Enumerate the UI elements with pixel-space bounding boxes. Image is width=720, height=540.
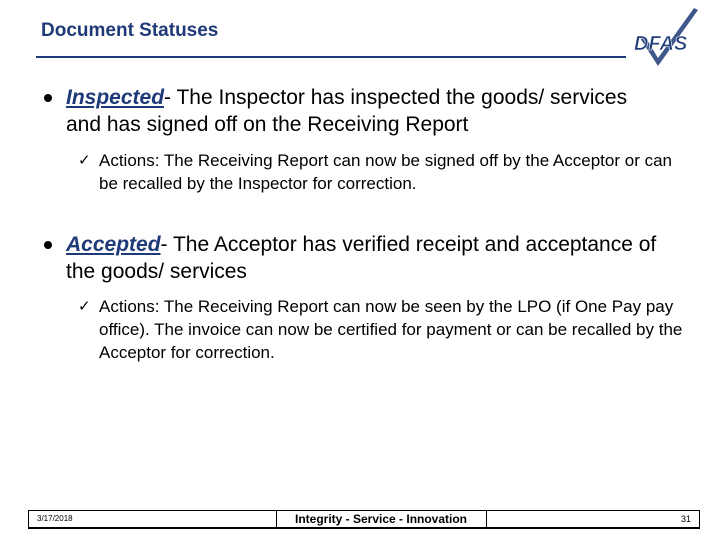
header-divider — [36, 56, 626, 58]
bullet-accepted — [44, 231, 664, 285]
sub-bullet-text: Actions: The Receiving Report can now be seen by the LPO (if One Pay pay office). The invoice can now be certified for payment or can be recalled by the Acceptor for correction. — [99, 297, 683, 362]
page-number: 31 — [680, 514, 691, 524]
status-term: Inspected — [66, 86, 165, 109]
bullet-dot-icon — [44, 241, 52, 249]
sub-bullet-accepted-actions — [78, 295, 688, 364]
page-title: Document Statuses — [41, 20, 219, 41]
bullet-dot-icon — [44, 94, 52, 102]
footer — [28, 510, 700, 529]
footer-divider — [486, 511, 487, 527]
status-term: Accepted — [66, 233, 161, 256]
checkmark-icon: ✓ — [78, 297, 91, 315]
dfas-logo-icon — [632, 8, 702, 72]
logo-text: DFAS — [634, 33, 688, 55]
sub-bullet-text: Actions: The Receiving Report can now be signed off by the Acceptor or can be recalled by the Inspector for correction. — [99, 151, 672, 193]
bullet-text — [66, 84, 664, 138]
bullet-inspected — [44, 84, 664, 138]
footer-date: 3/17/2018 — [37, 514, 73, 523]
sub-bullet-inspected-actions — [78, 149, 688, 195]
checkmark-icon: ✓ — [78, 151, 91, 169]
status-description: - The Inspector has inspected the goods/ services and has signed off on the Receiving Report — [66, 86, 628, 136]
status-description: - The Acceptor has verified receipt and acceptance of the goods/ services — [66, 233, 657, 283]
bullet-text — [66, 231, 664, 285]
footer-motto: Integrity - Service - Innovation — [294, 512, 468, 526]
